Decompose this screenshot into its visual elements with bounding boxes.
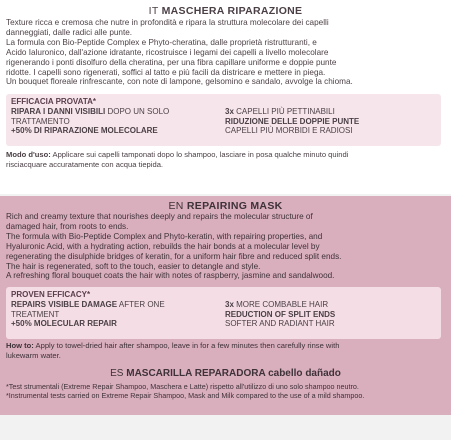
claim-bold: 3x xyxy=(225,107,234,116)
claim-bold: +50% DI RIPARAZIONE MOLECOLARE xyxy=(11,126,158,136)
description-line: La formula con Bio-Peptide Complex e Phyto-cheratina, dalle proprietà ristrutturanti, e xyxy=(6,37,317,47)
description-line: rigenerando i ponti disolfuro della cheratina, per una fibra capillare uniforme e doppie punte xyxy=(6,57,337,67)
claim-text: AFTER ONE xyxy=(117,300,165,309)
usage-text: Applicare sui capelli tamponati dopo lo shampoo, lasciare in posa qualche minuto quindi xyxy=(50,150,349,159)
description-line: Hyaluronic Acid, with a hydrating action, rebuilds the hair bonds at a molecular level by xyxy=(6,241,320,251)
claim-line xyxy=(11,107,169,117)
description-line: danneggiati, dalle radici alle punte. xyxy=(6,27,133,37)
description-line: A refreshing floral bouquet coats the hair with notes of raspberry, jasmine and sandalwood. xyxy=(6,271,335,281)
claim-bold: REPAIRS VISIBLE DAMAGE xyxy=(11,300,118,309)
claim-bold: REDUCTION OF SPLIT ENDS xyxy=(225,309,336,319)
claim-text: CAPELLI PIÙ PETTINABILI xyxy=(233,107,335,116)
claim-line xyxy=(225,107,359,117)
claim-line xyxy=(11,300,165,310)
claim-bold: RIPARA I DANNI VISIBILI xyxy=(11,107,106,116)
efficacy-claims-left xyxy=(11,300,165,329)
product-title: REPAIRING MASK xyxy=(186,200,283,212)
usage-label: Modo d'uso: xyxy=(6,150,51,159)
claim-text: CAPELLI PIÙ MORBIDI E RADIOSI xyxy=(225,126,353,136)
description-line: The hair is regenerated, soft to the touch, easier to detangle and style. xyxy=(6,261,261,271)
description-line: The formula with Bio-Peptide Complex and Phyto-keratin, with repairing properties, and xyxy=(6,231,323,241)
claim-line xyxy=(225,126,359,136)
claim-line xyxy=(225,310,335,320)
efficacy-box xyxy=(6,287,441,339)
claim-bold: 3x xyxy=(225,300,234,309)
usage-line xyxy=(6,341,446,351)
usage-instructions xyxy=(6,150,446,169)
claim-text: SOFTER AND RADIANT HAIR xyxy=(225,319,335,329)
usage-label: How to: xyxy=(6,341,34,350)
claim-line xyxy=(11,310,165,320)
claim-line xyxy=(225,300,335,310)
description-line: Acido Ialuronico, dall'azione idratante, ricostruisce i legami dei capelli a livello molecolare xyxy=(6,47,329,57)
spanish-heading xyxy=(0,368,451,379)
claim-line xyxy=(225,117,359,127)
english-heading xyxy=(0,200,451,212)
product-title: MASCHERA RIPARAZIONE xyxy=(161,5,303,17)
italian-heading xyxy=(0,5,451,17)
description-line: ridotte. I capelli sono rigenerati, soffici al tatto e più facili da districare e mettere in piega. xyxy=(6,67,326,77)
efficacy-box xyxy=(6,94,441,146)
italian-description xyxy=(6,18,446,87)
lang-code: IT xyxy=(148,5,159,17)
description-line: damaged hair, from roots to ends. xyxy=(6,221,129,231)
description-line: Rich and creamy texture that nourishes deeply and repairs the molecular structure of xyxy=(6,212,313,221)
english-section xyxy=(0,196,451,440)
claim-text: MORE COMBABLE HAIR xyxy=(233,300,329,309)
claim-text: TREATMENT xyxy=(11,309,60,319)
efficacy-claims-right xyxy=(225,300,335,329)
claim-text: TRATTAMENTO xyxy=(11,116,70,126)
lang-code: ES xyxy=(110,368,124,379)
claim-line xyxy=(11,117,169,127)
italian-section xyxy=(0,0,451,194)
bottom-strip xyxy=(0,415,451,440)
usage-line: lukewarm water. xyxy=(6,350,61,360)
usage-line xyxy=(6,150,446,160)
claim-bold: +50% MOLECULAR REPAIR xyxy=(11,319,117,329)
efficacy-title: EFFICACIA PROVATA* xyxy=(11,97,97,106)
usage-line: risciacquare accuratamente con acqua tiepida. xyxy=(6,159,164,169)
efficacy-claims-right xyxy=(225,107,359,136)
claim-line xyxy=(11,126,169,136)
footnotes xyxy=(6,382,446,401)
efficacy-title: PROVEN EFFICACY* xyxy=(11,290,91,299)
footnote-line: *Instrumental tests carried on Extreme Repair Shampoo, Mask and Milk compared to the use of a mild shampoo. xyxy=(6,391,365,401)
claim-bold: RIDUZIONE DELLE DOPPIE PUNTE xyxy=(225,116,360,126)
footnote-line: *Test strumentali (Extreme Repair Shampoo, Maschera e Latte) rispetto all'utilizzo di uno solo shampoo neutro. xyxy=(6,382,359,391)
lang-code: EN xyxy=(168,200,184,212)
product-title: MASCARILLA REPARADORA cabello dañado xyxy=(126,368,341,379)
claim-line xyxy=(225,319,335,329)
usage-instructions xyxy=(6,341,446,360)
description-line: regenerating the disulphide bridges of keratin, for a uniform hair fibre and reduced split ends. xyxy=(6,251,342,261)
efficacy-claims-left xyxy=(11,107,169,136)
usage-text: Apply to towel-dried hair after shampoo, leave in for a few minutes then carefully rinse with xyxy=(33,341,340,350)
english-description xyxy=(6,212,446,281)
claim-text: DOPO UN SOLO xyxy=(105,107,170,116)
description-line: Texture ricca e cremosa che nutre in profondità e ripara la struttura molecolare dei capelli xyxy=(6,18,329,27)
claim-line xyxy=(11,319,165,329)
description-line: Un bouquet floreale rinfrescante, con note di lampone, gelsomino e sandalo, avvolge la chioma. xyxy=(6,77,353,87)
